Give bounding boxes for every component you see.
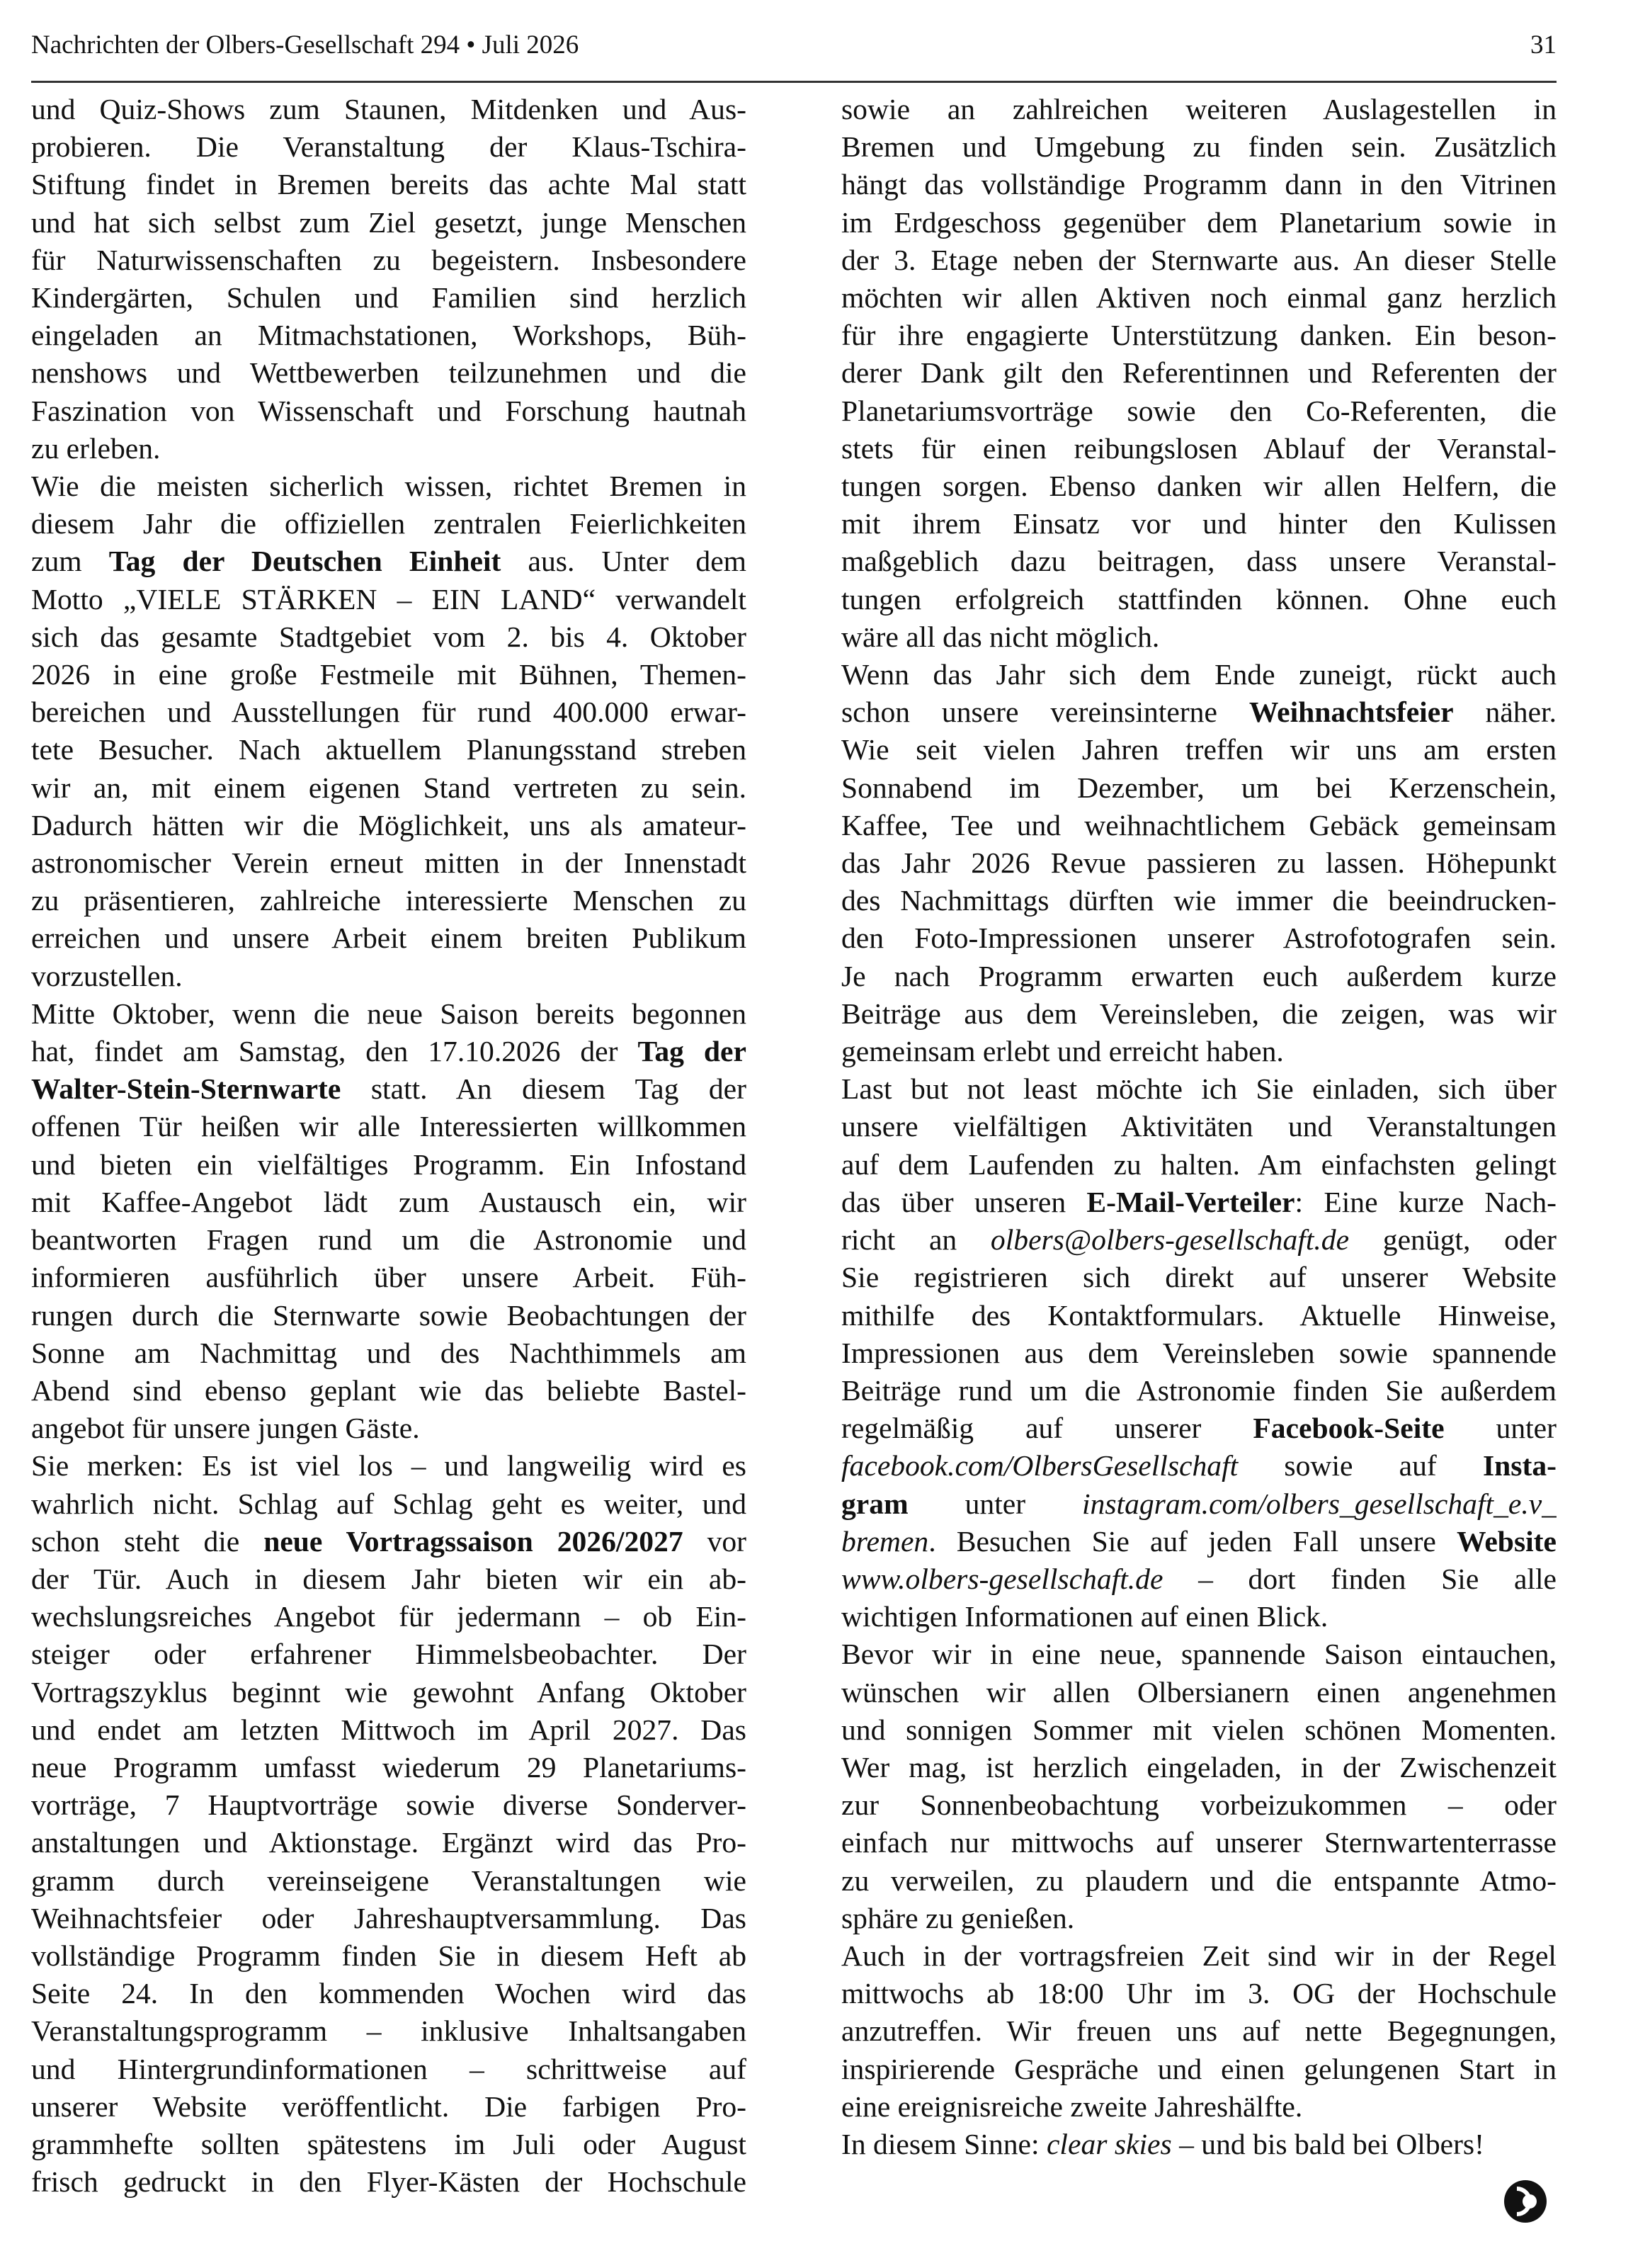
page-number: 31 <box>1530 30 1557 59</box>
text-run: sich das gesamte Stadtgebiet vom 2. bis 4. Oktober <box>31 620 746 653</box>
italic-term: clear skies <box>1046 2127 1172 2160</box>
text-line <box>841 1184 1557 1221</box>
text-run: den Foto-Impressionen unserer Astrofotografen sein. <box>841 922 1557 955</box>
text-line <box>841 128 1557 166</box>
text-run: grammhefte sollten spätestens im Juli oder August <box>31 2127 746 2160</box>
text-run: der Tür. Auch in diesem Jahr bieten wir ein ab- <box>31 1562 746 1595</box>
text-line <box>31 919 746 957</box>
text-line <box>841 1674 1557 1711</box>
text-run: zur Sonnenbeobachtung vorbeizukommen – oder <box>841 1788 1557 1822</box>
text-run: tungen erfolgreich stattfinden können. Ohne euch <box>841 582 1557 616</box>
text-line <box>841 1221 1557 1259</box>
text-run: regelmäßig auf unserer <box>841 1412 1253 1445</box>
paragraph <box>31 467 746 995</box>
text-run: Sonne am Nachmittag und des Nachthimmels am <box>31 1336 746 1369</box>
text-run: Motto „VIELE STÄRKEN – EIN LAND“ verwandelt <box>31 582 746 616</box>
text-line <box>841 1786 1557 1824</box>
text-run: sowie an zahlreichen weiteren Auslagestellen in <box>841 93 1557 125</box>
text-run: offenen Tür heißen wir alle Interessierten willkommen <box>31 1110 746 1143</box>
text-line <box>31 128 746 166</box>
text-run: Stiftung findet in Bremen bereits das achte Mal statt <box>31 168 746 201</box>
text-run: bereichen und Ausstellungen für rund 400.000 erwar- <box>31 696 746 729</box>
text-line <box>841 1485 1557 1523</box>
text-line <box>31 882 746 919</box>
text-run: eine ereignisreiche zweite Jahreshälfte. <box>841 2090 1303 2123</box>
text-run: gemeinsam erlebt und erreicht haben. <box>841 1035 1284 1068</box>
text-line <box>841 618 1557 656</box>
bold-term: E-Mail-Verteiler <box>1086 1185 1295 1218</box>
text-run: möchten wir allen Aktiven noch einmal ganz herzlich <box>841 281 1557 314</box>
text-run: tungen sorgen. Ebenso danken wir allen Helfern, die <box>841 470 1557 503</box>
text-run: inspirierende Gespräche und einen gelungenen Start in <box>841 2052 1557 2085</box>
text-run: nenshows und Wettbewerben teilzunehmen und die <box>31 356 746 390</box>
text-run: – dort finden Sie alle <box>1163 1562 1557 1595</box>
text-line <box>31 91 746 128</box>
text-run: sowie auf <box>1238 1449 1483 1482</box>
text-run: Bevor wir in eine neue, spannende Saison eintauchen, <box>841 1638 1557 1671</box>
paragraph <box>841 656 1557 1070</box>
text-run: Beiträge rund um die Astronomie finden Sie außerdem <box>841 1373 1557 1407</box>
text-line <box>31 1485 746 1523</box>
paragraph <box>841 1070 1557 1635</box>
text-line <box>841 204 1557 242</box>
paragraph <box>841 1937 1557 2126</box>
text-run: statt. An diesem Tag der <box>341 1072 746 1106</box>
text-run: Mitte Oktober, wenn die neue Saison bereits begonnen <box>31 997 746 1030</box>
header-rule <box>31 81 1557 83</box>
text-line <box>841 2126 1557 2163</box>
text-line <box>841 1297 1557 1334</box>
text-run: derer Dank gilt den Referentinnen und Referenten der <box>841 356 1557 390</box>
text-line <box>31 1975 746 2012</box>
text-run: Je nach Programm erwarten euch außerdem kurze <box>841 959 1557 992</box>
text-run: der 3. Etage neben der Sternwarte aus. An dieser Stelle <box>841 243 1557 276</box>
text-line <box>31 769 746 807</box>
text-run: näher. <box>1453 696 1557 729</box>
text-line <box>31 1410 746 1447</box>
text-line <box>841 1447 1557 1485</box>
text-line <box>841 1033 1557 1070</box>
text-line <box>31 1674 746 1711</box>
text-line <box>31 1635 746 1673</box>
text-line <box>841 1937 1557 1975</box>
text-run: zu erleben. <box>31 431 161 465</box>
text-line <box>841 807 1557 844</box>
text-line <box>31 1184 746 1221</box>
text-line <box>31 1297 746 1334</box>
text-line <box>841 1560 1557 1598</box>
text-run: Wer mag, ist herzlich eingeladen, in der Zwischenzeit <box>841 1750 1557 1784</box>
bold-term: Weihnachtsfeier <box>1248 696 1454 729</box>
paragraph <box>31 1447 746 2201</box>
text-run: anstaltungen und Aktionstage. Ergänzt wird das Pro- <box>31 1826 746 1859</box>
text-line <box>31 543 746 580</box>
text-line <box>841 995 1557 1033</box>
text-run: Veranstaltungsprogramm – inklusive Inhaltsangaben <box>31 2014 746 2048</box>
text-line <box>841 1635 1557 1673</box>
text-run: Abend sind ebenso geplant wie das beliebte Bastel- <box>31 1373 746 1407</box>
text-line <box>31 2163 746 2201</box>
text-run: Bremen und Umgebung zu finden sein. Zusätzlich <box>841 130 1557 164</box>
text-run: mithilfe des Kontaktformulars. Aktuelle Hinweise, <box>841 1298 1557 1332</box>
text-line <box>31 279 746 317</box>
text-run: unter <box>908 1487 1082 1520</box>
text-run: vor <box>683 1524 746 1558</box>
text-line <box>31 467 746 505</box>
text-run: richt an <box>841 1223 991 1257</box>
text-run: Weihnachtsfeier oder Jahreshauptversammlung. Das <box>31 1901 746 1934</box>
text-run: für Naturwissenschaften zu begeistern. Insbesondere <box>31 243 746 276</box>
text-line <box>31 354 746 392</box>
text-run: das Jahr 2026 Revue passieren zu lassen. Höhepunkt <box>841 846 1557 880</box>
text-run: Wie seit vielen Jahren treffen wir uns am ersten <box>841 733 1557 766</box>
text-run: genügt, oder <box>1349 1223 1557 1257</box>
text-run: sphäre zu genießen. <box>841 1901 1075 1934</box>
text-line <box>841 1146 1557 1184</box>
text-line <box>841 2088 1557 2126</box>
journal-name: Nachrichten der Olbers-Gesellschaft 294 <box>31 30 460 59</box>
italic-term: instagram.com/olbers_gesellschaft_e.v_ <box>1081 1487 1557 1520</box>
text-run: Kaffee, Tee und weihnachtlichem Gebäck gemeinsam <box>841 808 1557 841</box>
text-run: diesem Jahr die offiziellen zentralen Feierlichkeiten <box>31 507 746 540</box>
text-run: und sonnigen Sommer mit vielen schönen Momenten. <box>841 1713 1557 1746</box>
text-line <box>841 1334 1557 1372</box>
paragraph <box>31 995 746 1447</box>
text-run: probieren. Die Veranstaltung der Klaus-Tschira- <box>31 130 746 164</box>
text-run: Wie die meisten sicherlich wissen, richtet Bremen in <box>31 470 746 503</box>
text-run: Faszination von Wissenschaft und Forschung hautnah <box>31 394 746 427</box>
text-line <box>31 693 746 731</box>
text-run: astronomischer Verein erneut mitten in der Innenstadt <box>31 846 746 880</box>
text-run: beantworten Fragen rund um die Astronomie und <box>31 1223 746 1257</box>
text-run: zum <box>31 545 109 578</box>
text-run: und endet am letzten Mittwoch im April 2027. Das <box>31 1713 746 1746</box>
italic-term: bremen <box>841 1524 929 1558</box>
text-line <box>31 1786 746 1824</box>
paragraph <box>31 91 746 467</box>
text-line <box>31 2051 746 2088</box>
text-line <box>31 1221 746 1259</box>
text-run: zu verweilen, zu plaudern und die entspannte Atmo- <box>841 1864 1557 1897</box>
text-line <box>31 1523 746 1560</box>
text-line <box>841 1523 1557 1560</box>
text-run: . Besuchen Sie auf jeden Fall unsere <box>928 1524 1457 1558</box>
text-line <box>841 958 1557 995</box>
paragraph <box>841 91 1557 656</box>
text-line <box>841 2051 1557 2088</box>
text-line <box>841 91 1557 128</box>
text-run: Sonnabend im Dezember, um bei Kerzenschein, <box>841 771 1557 804</box>
text-line <box>841 581 1557 618</box>
text-run: wechslungsreiches Angebot für jedermann – ob Ein- <box>31 1600 746 1633</box>
bold-term: Website <box>1457 1524 1557 1558</box>
text-line <box>841 1259 1557 1296</box>
text-line <box>31 1598 746 1635</box>
text-run: vorträge, 7 Hauptvorträge sowie diverse Sonderver- <box>31 1788 746 1822</box>
text-line <box>31 2012 746 2050</box>
text-run: aus. Unter dem <box>501 545 746 578</box>
bullet-separator: • <box>466 30 476 59</box>
bold-term: neue Vortragssaison 2026/2027 <box>263 1524 683 1558</box>
left-text-column <box>31 91 746 2201</box>
text-line <box>31 1033 746 1070</box>
issue-date: Juli 2026 <box>482 30 579 59</box>
text-run: informieren ausführlich über unsere Arbeit. Füh- <box>31 1261 746 1294</box>
text-run: vollständige Programm finden Sie in diesem Heft ab <box>31 1939 746 1972</box>
text-run: Sie registrieren sich direkt auf unserer Website <box>841 1261 1557 1294</box>
text-line <box>841 543 1557 580</box>
text-line <box>31 2088 746 2126</box>
text-line <box>841 844 1557 882</box>
text-line <box>31 392 746 430</box>
text-run: gramm durch vereinseigene Veranstaltungen wie <box>31 1864 746 1897</box>
text-line <box>841 1862 1557 1900</box>
text-line <box>841 1749 1557 1786</box>
text-line <box>841 317 1557 354</box>
italic-term: olbers@olbers-gesellschaft.de <box>990 1223 1350 1257</box>
text-line <box>31 1108 746 1145</box>
text-run: das über unseren <box>841 1185 1087 1218</box>
text-line <box>31 1862 746 1900</box>
text-line <box>841 769 1557 807</box>
text-run: mit ihrem Einsatz vor und hinter den Kulissen <box>841 507 1557 540</box>
text-run: frisch gedruckt in den Flyer-Kästen der Hochschule <box>31 2165 746 2199</box>
italic-term: facebook.com/OlbersGesellschaft <box>841 1449 1239 1482</box>
text-run: wir an, mit einem eigenen Stand vertreten zu sein. <box>31 771 746 804</box>
text-line <box>841 242 1557 279</box>
text-run: mittwochs ab 18:00 Uhr im 3. OG der Hochschule <box>841 1977 1557 2010</box>
text-line <box>841 1070 1557 1108</box>
text-run: wichtigen Informationen auf einen Blick. <box>841 1600 1328 1633</box>
text-line <box>841 430 1557 467</box>
running-header <box>31 25 1557 65</box>
text-line <box>31 166 746 203</box>
text-run: Planetariumsvorträge sowie den Co-Referenten, die <box>841 394 1557 427</box>
paragraph <box>841 1635 1557 1937</box>
text-run: In diesem Sinne: <box>841 2127 1047 2160</box>
text-run: Dadurch hätten wir die Möglichkeit, uns als amateur- <box>31 808 746 841</box>
text-run: Sie merken: Es ist viel los – und langweilig wird es <box>31 1449 746 1482</box>
text-line <box>31 204 746 242</box>
text-run: Vortragszyklus beginnt wie gewohnt Anfang Oktober <box>31 1675 746 1708</box>
text-run: maßgeblich dazu beitragen, dass unsere Veranstal- <box>841 545 1557 578</box>
text-run: hat, findet am Samstag, den 17.10.2026 der <box>31 1035 638 1068</box>
text-run: tete Besucher. Nach aktuellem Planungsstand streben <box>31 733 746 766</box>
italic-term: www.olbers-gesellschaft.de <box>841 1562 1163 1595</box>
text-run: wünschen wir allen Olbersianern einen angenehmen <box>841 1675 1557 1708</box>
text-line <box>31 1711 746 1749</box>
paragraph <box>841 2126 1557 2163</box>
bold-term: Insta- <box>1482 1449 1557 1482</box>
text-run: angebot für unsere jungen Gäste. <box>31 1412 420 1445</box>
text-run: zu präsentieren, zahlreiche interessierte Menschen zu <box>31 884 746 917</box>
bold-term: gram <box>841 1487 909 1520</box>
text-line <box>31 1334 746 1372</box>
text-run: erreichen und unsere Arbeit einem breiten Publikum <box>31 922 746 955</box>
text-line <box>31 242 746 279</box>
text-run: – und bis bald bei Olbers! <box>1171 2127 1484 2160</box>
text-line <box>841 279 1557 317</box>
text-line <box>841 354 1557 392</box>
text-run: des Nachmittags dürften wie immer die beeindrucken- <box>841 884 1557 917</box>
text-line <box>31 656 746 693</box>
text-line <box>841 693 1557 731</box>
text-line <box>31 807 746 844</box>
text-run: Impressionen aus dem Vereinsleben sowie spannende <box>841 1336 1557 1369</box>
text-line <box>31 1259 746 1296</box>
text-line <box>31 1447 746 1485</box>
text-line <box>31 1937 746 1975</box>
text-line <box>841 467 1557 505</box>
text-run: Seite 24. In den kommenden Wochen wird das <box>31 1977 746 2010</box>
text-line <box>31 1900 746 1937</box>
text-run: stets für einen reibungslosen Ablauf der Veranstal- <box>841 431 1557 465</box>
text-line <box>841 656 1557 693</box>
text-run: unsere vielfältigen Aktivitäten und Veranstaltungen <box>841 1110 1557 1143</box>
text-run: und hat sich selbst zum Ziel gesetzt, junge Menschen <box>31 205 746 239</box>
text-line <box>841 1372 1557 1410</box>
text-line <box>31 317 746 354</box>
text-line <box>31 505 746 543</box>
text-line <box>841 2012 1557 2050</box>
text-line <box>841 1900 1557 1937</box>
text-run: neue Programm umfasst wiederum 29 Planetariums- <box>31 1750 746 1784</box>
text-line <box>31 581 746 618</box>
bold-term: Tag der Deutschen Einheit <box>108 545 501 578</box>
text-line <box>31 618 746 656</box>
text-run: anzutreffen. Wir freuen uns auf nette Begegnungen, <box>841 2014 1557 2048</box>
text-line <box>31 1372 746 1410</box>
text-line <box>841 1824 1557 1861</box>
text-line <box>31 1070 746 1108</box>
text-line <box>31 1824 746 1861</box>
text-line <box>841 1108 1557 1145</box>
text-line <box>31 731 746 769</box>
text-run: rungen durch die Sternwarte sowie Beobachtungen der <box>31 1298 746 1332</box>
text-run: im Erdgeschoss gegenüber dem Planetarium sowie in <box>841 205 1557 239</box>
text-line <box>31 844 746 882</box>
text-line <box>31 1146 746 1184</box>
text-run: unserer Website veröffentlicht. Die farbigen Pro- <box>31 2090 746 2123</box>
text-run: und bieten ein vielfältiges Programm. Ein Infostand <box>31 1147 746 1181</box>
text-line <box>841 919 1557 957</box>
text-line <box>841 166 1557 203</box>
text-run: und Hintergrundinformationen – schrittweise auf <box>31 2052 746 2085</box>
text-run: auf dem Laufenden zu halten. Am einfachsten gelingt <box>841 1147 1557 1181</box>
text-run: einfach nur mittwochs auf unserer Sternwartenterrasse <box>841 1826 1557 1859</box>
text-run: : Eine kurze Nach- <box>1295 1185 1557 1218</box>
text-run: unter <box>1444 1412 1557 1445</box>
right-text-column <box>841 91 1557 2163</box>
text-line <box>31 995 746 1033</box>
text-run: schon steht die <box>31 1524 264 1558</box>
text-line <box>841 392 1557 430</box>
text-line <box>841 505 1557 543</box>
text-line <box>841 882 1557 919</box>
bold-term: Walter-Stein-Sternwarte <box>31 1072 341 1106</box>
text-line <box>841 1711 1557 1749</box>
text-line <box>31 1560 746 1598</box>
text-run: wahrlich nicht. Schlag auf Schlag geht es weiter, und <box>31 1487 746 1520</box>
text-line <box>31 1749 746 1786</box>
text-line <box>841 1410 1557 1447</box>
text-line <box>841 1598 1557 1635</box>
text-run: Beiträge aus dem Vereinsleben, die zeigen, was wir <box>841 997 1557 1030</box>
text-run: und Quiz-Shows zum Staunen, Mitdenken und Aus- <box>31 93 746 125</box>
bold-term: Facebook-Seite <box>1253 1412 1445 1445</box>
text-run: Auch in der vortragsfreien Zeit sind wir in der Regel <box>841 1939 1557 1972</box>
text-run: für ihre engagierte Unterstützung danken. Ein beson- <box>841 319 1557 352</box>
text-run: hängt das vollständige Programm dann in den Vitrinen <box>841 168 1557 201</box>
text-run: 2026 in eine große Festmeile mit Bühnen, Themen- <box>31 658 746 691</box>
text-run: vorzustellen. <box>31 959 183 992</box>
text-run: schon unsere vereinsinterne <box>841 696 1249 729</box>
text-line <box>31 430 746 467</box>
bold-term: Tag der <box>637 1035 746 1068</box>
text-run: Wenn das Jahr sich dem Ende zuneigt, rückt auch <box>841 658 1557 691</box>
text-line <box>841 731 1557 769</box>
text-run: Kindergärten, Schulen und Familien sind herzlich <box>31 281 746 314</box>
text-run: mit Kaffee-Angebot lädt zum Austausch ein, wir <box>31 1185 746 1218</box>
text-run: Last but not least möchte ich Sie einladen, sich über <box>841 1072 1557 1106</box>
text-run: steiger oder erfahrener Himmelsbeobachter. Der <box>31 1638 746 1671</box>
text-line <box>841 1975 1557 2012</box>
olbers-logo-icon <box>1503 2179 1548 2224</box>
text-run: wäre all das nicht möglich. <box>841 620 1160 653</box>
text-line <box>31 958 746 995</box>
text-run: eingeladen an Mitmachstationen, Workshops, Büh- <box>31 319 746 352</box>
text-line <box>31 2126 746 2163</box>
journal-title <box>31 25 579 65</box>
